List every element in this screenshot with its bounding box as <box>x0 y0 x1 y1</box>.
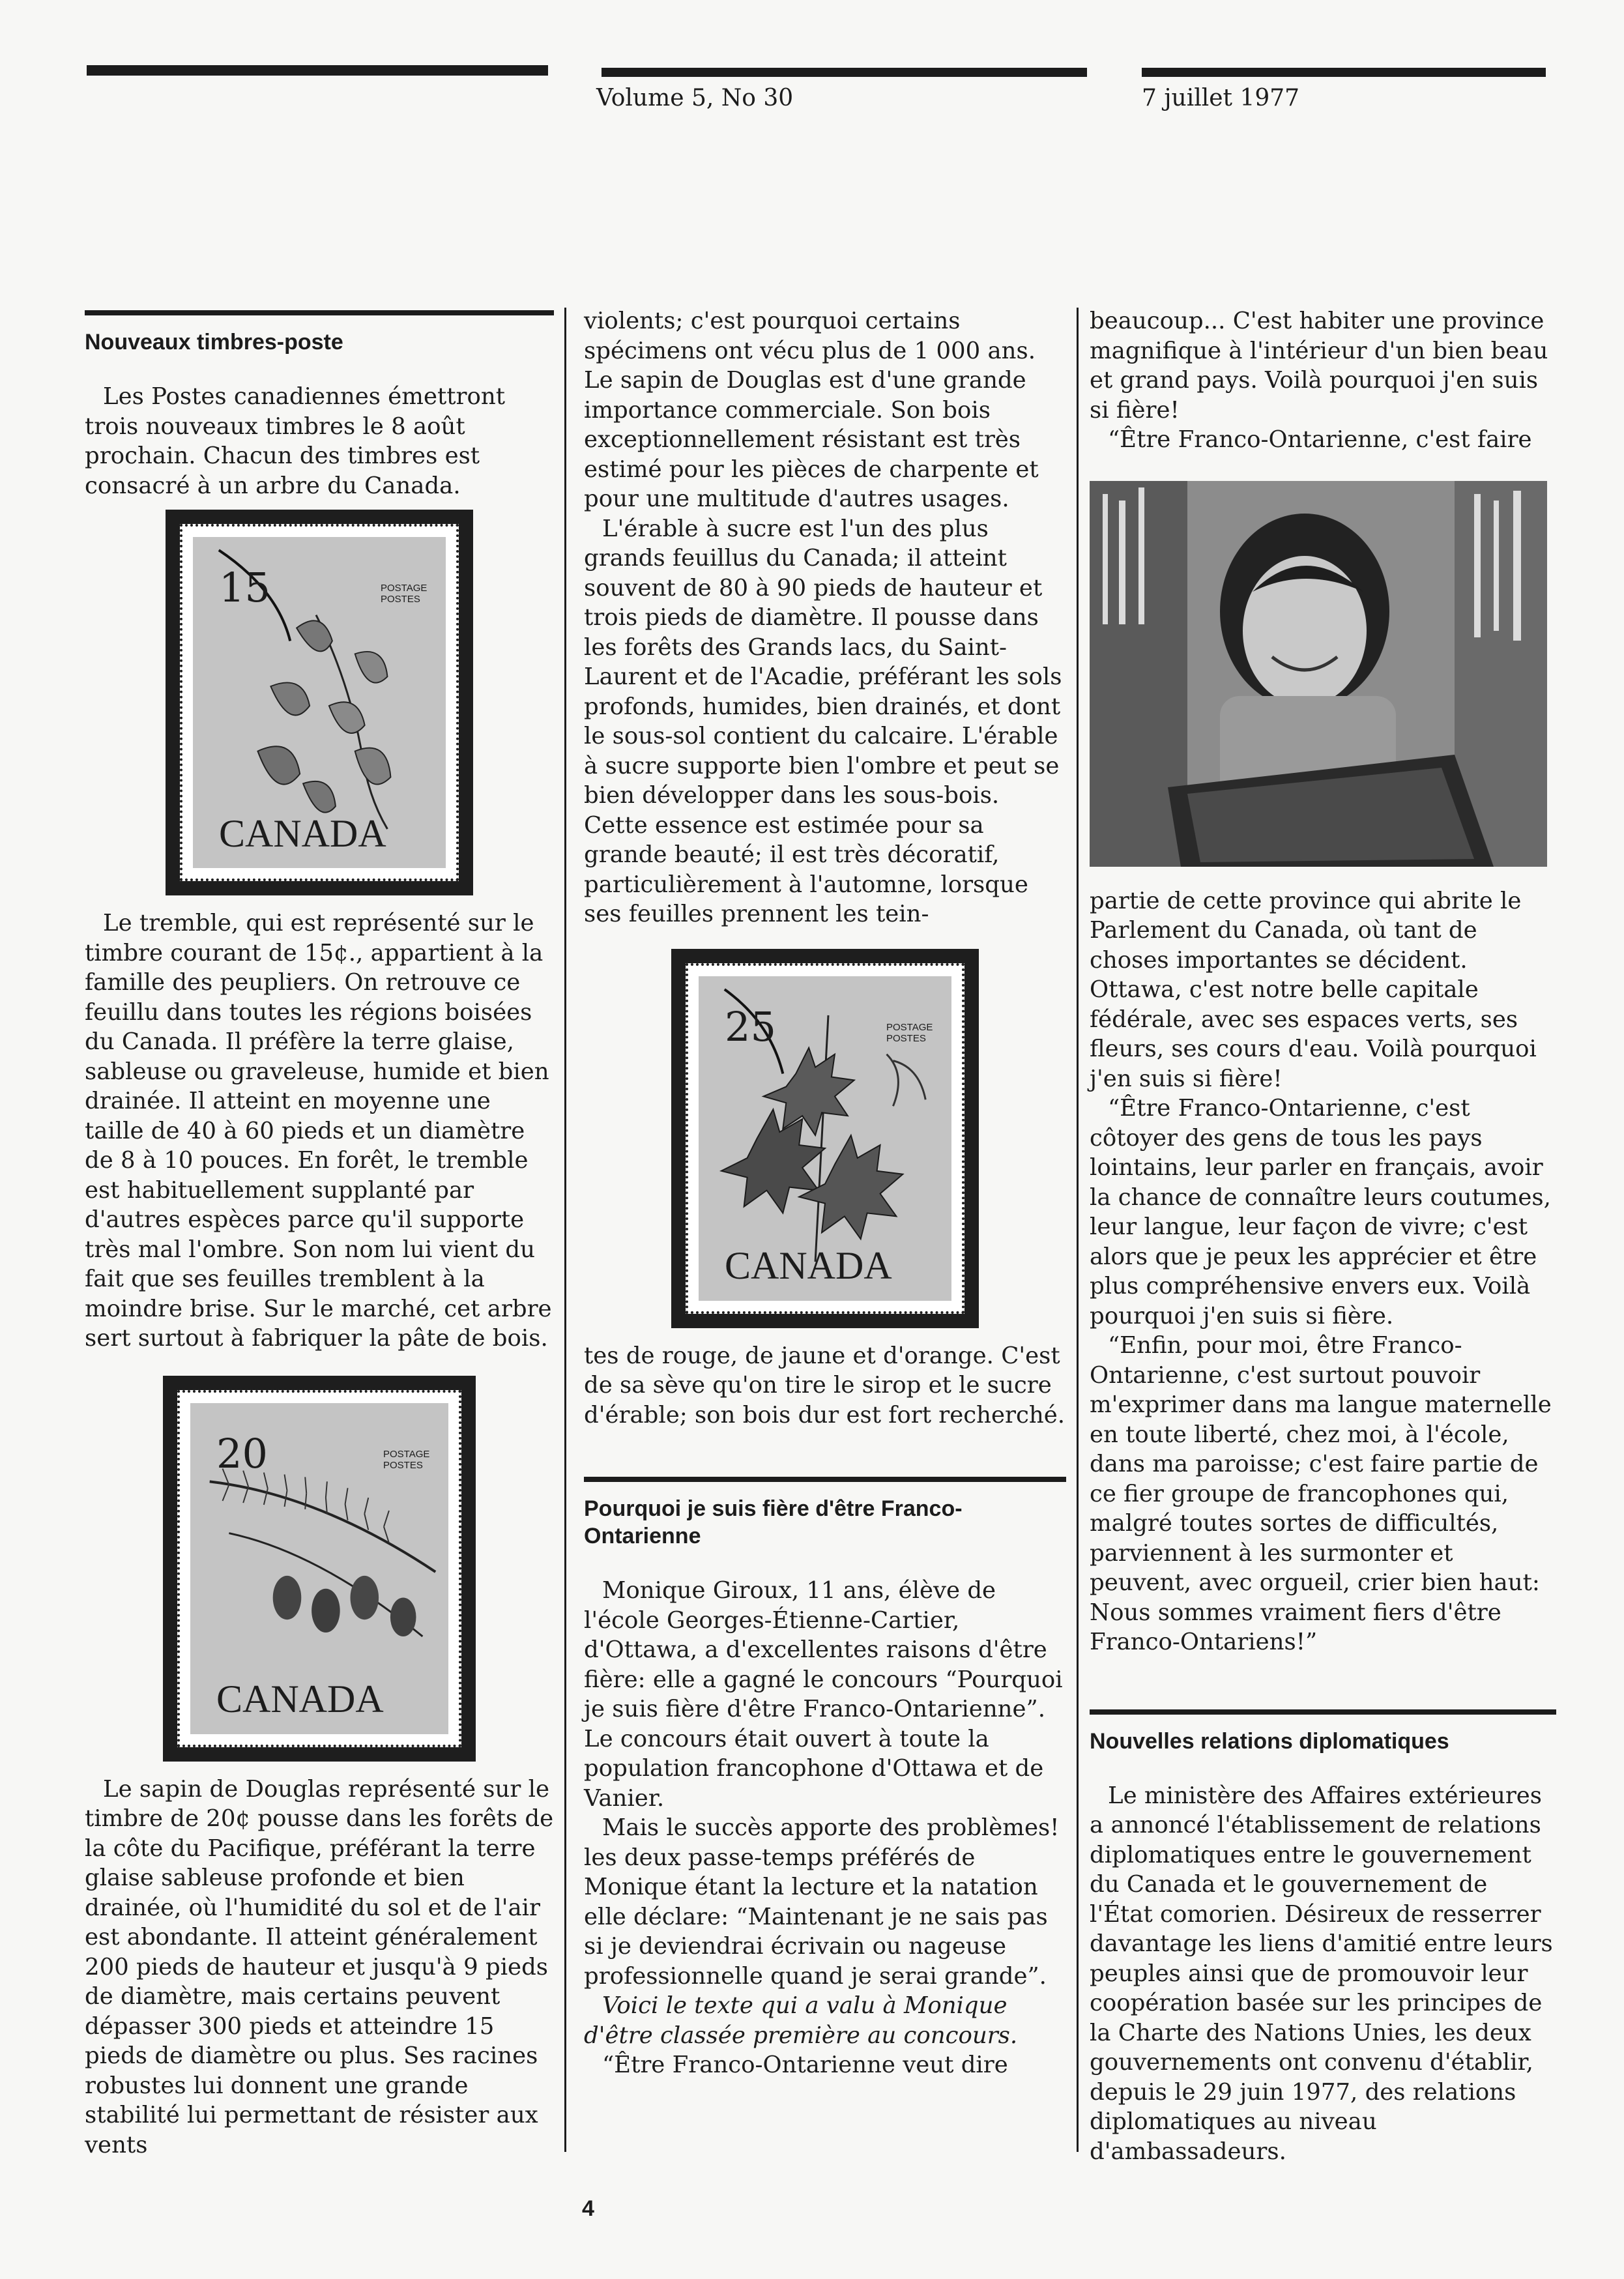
top-rule-right <box>1142 68 1546 77</box>
column-1 <box>85 310 554 2160</box>
column-divider-2 <box>1077 308 1079 2152</box>
stamp-postage-label: POSTAGE POSTES <box>383 1448 430 1471</box>
stamp-value: 20 <box>216 1429 268 1477</box>
page-number: 4 <box>582 2196 594 2221</box>
column-divider-1 <box>564 308 566 2152</box>
paragraph: Le sapin de Douglas représenté sur le timbre de 20¢ pousse dans les forêts de la côte du Pacifique, préférant la terre glaise sableuse profonde et bien drainée, où l'humidité du sol et de l'air est abondante. Il atteint généralement 200 pieds de hauteur et jusqu'à 9 pieds de diamètre, mais certains peuvent dépasser 300 pieds et atteindre 15 pieds de diamètre ou plus. Ses racines robustes lui donnent une grande stabilité lui permettant de résister aux vents <box>85 1775 554 2158</box>
issue-date: 7 juillet 1977 <box>1142 85 1300 111</box>
top-rule-left <box>87 65 548 76</box>
stamp-postage-label: POSTAGE POSTES <box>381 583 428 605</box>
section-rule <box>584 1477 1066 1482</box>
column-3 <box>1090 306 1556 2166</box>
paragraph: beaucoup... C'est habiter une province magnifique à l'intérieur d'un bien beau et grand pays. Voilà pourquoi j'en suis si fière! <box>1090 308 1548 424</box>
paragraph-italic: Voici le texte qui a valu à Monique d'être classée première au concours. <box>584 1992 1018 2049</box>
girl-reading-photo <box>1090 481 1547 867</box>
top-rule-center <box>602 68 1087 77</box>
paragraph: Le ministère des Affaires extérieures a annoncé l'établissement de relations diplomatiques entre le gouvernement du Canada et le gouvernement de l'État comorien. Désireux de resserrer davantage les liens d'amitié entre leurs peuples ainsi que de promouvoir leur coopération basée sur les principes de la Charte des Nations Unies, les deux gouvernements ont convenu d'établir, depuis le 29 juin 1977, des relations diplomatiques au niveau d'ambassadeurs. <box>1090 1782 1553 2165</box>
column-2 <box>584 306 1066 2080</box>
paragraph: “Enfin, pour moi, être Franco-Ontarienne, c'est surtout pouvoir m'exprimer dans ma langue maternelle en toute liberté, chez moi, à l'école, dans ma paroisse; c'est faire partie de ce fier groupe de francophones qui, malgré toutes sortes de difficultés, parviennent à les surmonter et peuvent, avec orgueil, crier bien haut: Nous sommes vraiment fiers d'être Franco-Ontariens!” <box>1090 1332 1552 1655</box>
stamp-sugar-maple <box>671 949 979 1328</box>
paragraph: Mais le succès apporte des problèmes! les deux passe-temps préférés de Monique étant la lecture et la natation elle déclare: “Maintenant je ne sais pas si je deviendrai écrivain ou nageuse professionnelle quand je serai grande”. <box>584 1814 1060 1990</box>
paragraph: violents; c'est pourquoi certains spécimens ont vécu plus de 1 000 ans. Le sapin de Douglas est d'une grande importance commerciale. Son bois exceptionnellement résistant est très estimé pour les pièces de charpente et pour une multitude d'autres usages. <box>584 308 1039 512</box>
stamp-postage-label: POSTAGE POSTES <box>886 1021 933 1044</box>
section-title-stamps: Nouveaux timbres-poste <box>85 330 343 355</box>
section-rule <box>85 310 554 315</box>
stamp-value: 15 <box>219 564 270 611</box>
paragraph: Le tremble, qui est représenté sur le timbre courant de 15¢., appartient à la famille des peupliers. On retrouve ce feuillu dans toutes les régions boisées du Canada. Il préfère la terre glaise, sableuse ou graveleuse, humide et bien drainée. Il atteint en moyenne une taille de 40 à 60 pieds et un diamètre de 8 à 10 pouces. En forêt, le tremble est habituellement supplanté par d'autres espèces parce qu'il supporte très mal l'ombre. Son nom lui vient du fait que ses feuilles tremblent à la moindre brise. Sur le marché, cet arbre sert surtout à fabriquer la pâte de bois. <box>85 910 552 1352</box>
paragraph: “Être Franco-Ontarienne veut dire <box>602 2052 1008 2078</box>
paragraph: “Être Franco-Ontarienne, c'est faire <box>1108 426 1532 453</box>
stamp-douglas-fir <box>163 1376 476 1762</box>
paragraph: tes de rouge, de jaune et d'orange. C'est de sa sève qu'on tire le sirop et le sucre d'érable; son bois dur est fort recherché. <box>584 1342 1066 1429</box>
stamp-country: CANADA <box>219 811 386 855</box>
section-rule <box>1090 1709 1556 1715</box>
section-title-relations: Nouvelles relations diplomatiques <box>1090 1728 1449 1754</box>
stamp-value: 25 <box>725 1002 776 1051</box>
section-title-franco-ontarienne: Pourquoi je suis fière d'être Franco-Ontarienne <box>584 1496 963 1548</box>
paragraph: Les Postes canadiennes émettront trois nouveaux timbres le 8 août prochain. Chacun des timbres est consacré à un arbre du Canada. <box>85 383 505 499</box>
stamp-country: CANADA <box>216 1677 384 1720</box>
stamp-country: CANADA <box>725 1244 892 1287</box>
paragraph: partie de cette province qui abrite le Parlement du Canada, où tant de choses importantes se décident. Ottawa, c'est notre belle capitale fédérale, avec ses espaces verts, ses fleurs, ses cours d'eau. Voilà pourquoi j'en suis si fière! <box>1090 887 1537 1092</box>
paragraph: “Être Franco-Ontarienne, c'est côtoyer des gens de tous les pays lointains, leur parler en français, avoir la chance de connaître leurs coutumes, leur langue, leur façon de vivre; c'est alors que je peux les apprécier et être plus compréhensive envers eux. Voilà pourquoi j'en suis si fière. <box>1090 1095 1551 1329</box>
issue-volume: Volume 5, No 30 <box>596 85 794 111</box>
photo-girl-reading <box>1090 481 1547 867</box>
paragraph: L'érable à sucre est l'un des plus grands feuillus du Canada; il atteint souvent de 80 à 90 pieds de hauteur et trois pieds de diamètre. Il pousse dans les forêts des Grands lacs, du Saint-Laurent et de l'Acadie, préférant les sols profonds, humides, bien drainés, et dont le sous-sol contient du calcaire. L'érable à sucre supporte bien l'ombre et peut se bien développer dans les sous-bois. Cette essence est estimée pour sa grande beauté; il est très décoratif, particulièrement à l'automne, lorsque ses feuilles prennent les tein- <box>584 515 1062 927</box>
stamp-aspen <box>166 510 473 895</box>
paragraph: Monique Giroux, 11 ans, élève de l'école Georges-Étienne-Cartier, d'Ottawa, a d'excellentes raisons d'être fière: elle a gagné le concours “Pourquoi je suis fière d'être Franco-Ontarienne”. Le concours était ouvert à toute la population francophone d'Ottawa et de Vanier. <box>584 1577 1063 1812</box>
